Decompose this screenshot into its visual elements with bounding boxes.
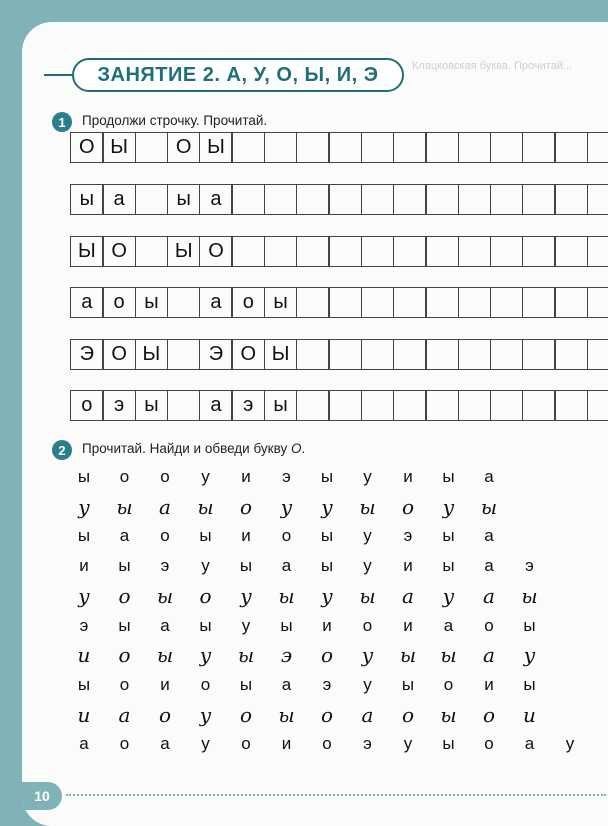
grid-cell[interactable] (393, 184, 427, 215)
grid-cell[interactable] (490, 339, 524, 370)
grid-cell[interactable] (135, 132, 169, 163)
grid-cell[interactable] (167, 339, 201, 370)
letter[interactable]: о (199, 583, 212, 608)
grid-cell[interactable] (587, 184, 608, 215)
letter[interactable]: о (281, 526, 292, 546)
letter[interactable]: у (523, 643, 536, 668)
footer-dotted-line (66, 794, 606, 796)
letter[interactable]: у (565, 734, 575, 754)
letter[interactable]: ы (197, 494, 214, 519)
letter[interactable]: ы (116, 494, 133, 519)
grid-cell[interactable] (458, 236, 492, 267)
letter-row-4 (70, 553, 590, 579)
letter[interactable]: э (79, 615, 89, 635)
grid-cell[interactable] (587, 390, 608, 421)
letter[interactable]: о (119, 467, 130, 486)
letter[interactable]: ы (156, 583, 174, 608)
letter[interactable]: а (160, 615, 170, 635)
grid-cell: э (231, 390, 265, 421)
grid-cell: Ы (102, 132, 136, 163)
grid-cell[interactable] (328, 132, 362, 163)
letter[interactable]: о (322, 734, 332, 754)
grid-cell: ы (167, 184, 201, 215)
letter[interactable]: у (403, 734, 413, 754)
letter[interactable]: ы (278, 702, 295, 727)
letter[interactable]: э (322, 674, 332, 694)
letter[interactable]: у (199, 702, 212, 727)
letter[interactable]: а (361, 702, 374, 727)
grid-cell: Э (70, 339, 104, 370)
letter[interactable]: ы (480, 494, 498, 519)
grid-cell: ы (135, 390, 169, 421)
letter[interactable]: э (525, 556, 534, 576)
letter[interactable]: а (524, 734, 535, 754)
grid-cell: о (70, 390, 104, 421)
grid-cell[interactable] (393, 339, 427, 370)
letter-row-7 (70, 642, 590, 668)
letter[interactable]: ы (77, 526, 91, 546)
grid-cell[interactable] (167, 287, 201, 318)
letter[interactable]: у (201, 467, 210, 486)
grid-cell[interactable] (361, 287, 395, 318)
grid-cell: О (102, 236, 136, 267)
grid-cell[interactable] (554, 184, 588, 215)
letter[interactable]: о (320, 643, 334, 668)
letter[interactable]: ы (521, 583, 538, 608)
grid-cell[interactable] (393, 287, 427, 318)
letter[interactable]: э (363, 734, 372, 754)
grid-cell[interactable] (167, 390, 201, 421)
task-1-badge: 1 (52, 112, 72, 132)
letter[interactable]: а (159, 494, 171, 519)
grid-cell[interactable] (587, 236, 608, 267)
grid-cell[interactable] (490, 390, 524, 421)
letter[interactable]: ы (442, 526, 455, 546)
letter[interactable]: э (160, 556, 170, 576)
grid-cell[interactable] (490, 184, 524, 215)
grid-cell[interactable] (231, 132, 265, 163)
letter[interactable]: ы (359, 494, 376, 519)
grid-cell[interactable] (587, 132, 608, 163)
letter[interactable]: и (403, 467, 413, 486)
grid-cell[interactable] (458, 132, 492, 163)
grid-cell[interactable] (458, 390, 492, 421)
letter[interactable]: у (321, 583, 333, 608)
grid-cell: Ы (199, 132, 233, 163)
grid-cell[interactable] (264, 236, 298, 267)
letter[interactable]: ы (156, 643, 174, 668)
letter[interactable]: э (280, 643, 293, 668)
letter[interactable]: ы (523, 674, 536, 694)
grid-cell[interactable] (490, 236, 524, 267)
grid-row-6 (70, 390, 608, 421)
page-number: 10 (22, 782, 62, 810)
letter[interactable]: а (160, 734, 170, 754)
grid-cell[interactable] (490, 132, 524, 163)
grid-cell[interactable] (296, 339, 330, 370)
task-1-instruction: Продолжи строчку. Прочитай. (82, 113, 268, 128)
letter[interactable]: у (78, 494, 90, 519)
grid-row-3 (70, 236, 608, 267)
grid-cell: а (70, 287, 104, 318)
letter[interactable]: ы (523, 615, 536, 635)
grid-cell[interactable] (361, 390, 395, 421)
letter[interactable]: о (320, 702, 334, 727)
letter[interactable]: у (363, 526, 372, 546)
letter[interactable]: ы (199, 615, 212, 635)
letter[interactable]: ы (280, 615, 293, 635)
letter[interactable]: о (239, 702, 253, 727)
grid-cell: О (199, 236, 233, 267)
grid-cell: о (102, 287, 136, 318)
letter[interactable]: о (239, 494, 253, 519)
letter[interactable]: о (200, 674, 211, 694)
letter[interactable]: ы (320, 467, 334, 486)
letter[interactable]: ы (278, 583, 295, 608)
grid-cell[interactable] (425, 287, 459, 318)
grid-cell: ы (135, 287, 169, 318)
letter[interactable]: у (361, 643, 374, 668)
letter[interactable]: э (403, 526, 413, 546)
letter-row-2 (70, 494, 590, 520)
letter[interactable]: у (199, 643, 212, 668)
letter[interactable]: и (484, 674, 494, 694)
grid-cell[interactable] (554, 236, 588, 267)
letter[interactable]: и (241, 467, 251, 486)
grid-cell: ы (264, 390, 298, 421)
letter[interactable]: у (78, 583, 90, 608)
letter[interactable]: ы (442, 556, 455, 576)
grid-cell[interactable] (264, 184, 298, 215)
grid-row-4 (70, 287, 608, 318)
grid-cell: О (167, 132, 201, 163)
grid-cell[interactable] (135, 236, 169, 267)
grid-row-5 (70, 339, 608, 370)
bleed-through-text: Клацковская буква. Прочитай... (412, 60, 573, 72)
grid-row-1 (70, 132, 608, 163)
letter[interactable]: о (241, 734, 251, 754)
letter[interactable]: ы (239, 674, 253, 694)
grid-cell: Ы (264, 339, 298, 370)
letter[interactable]: о (118, 643, 131, 668)
letter[interactable]: ы (320, 556, 334, 576)
task-2-instruction: Прочитай. Найди и обведи букву О. (82, 441, 306, 456)
grid-cell[interactable] (296, 390, 330, 421)
grid-cell: О (70, 132, 104, 163)
grid-cell[interactable] (296, 236, 330, 267)
letter[interactable]: а (281, 674, 292, 694)
letter[interactable]: ы (401, 674, 415, 694)
letter-row-5 (70, 583, 590, 609)
grid-cell[interactable] (554, 339, 588, 370)
grid-cell[interactable] (587, 339, 608, 370)
task-2-badge: 2 (52, 440, 72, 460)
grid-cell[interactable] (361, 132, 395, 163)
grid-cell[interactable] (425, 132, 459, 163)
letter[interactable]: ы (440, 643, 457, 668)
grid-cell[interactable] (135, 184, 169, 215)
grid-cell[interactable] (587, 287, 608, 318)
grid-cell: О (102, 339, 136, 370)
grid-cell: О (231, 339, 265, 370)
grid-cell[interactable] (393, 390, 427, 421)
grid-cell: э (102, 390, 136, 421)
letter[interactable]: а (483, 643, 495, 668)
grid-row-2 (70, 184, 608, 215)
target-letter: О (290, 441, 302, 456)
grid-cell: а (199, 184, 233, 215)
letter[interactable]: у (442, 494, 455, 519)
letter[interactable]: у (363, 556, 372, 576)
grid-cell: ы (70, 184, 104, 215)
grid-cell[interactable] (264, 132, 298, 163)
letter[interactable]: ы (199, 526, 212, 546)
letter[interactable]: а (402, 583, 414, 608)
grid-cell: а (199, 287, 233, 318)
grid-cell[interactable] (361, 184, 395, 215)
letter[interactable]: о (362, 615, 373, 635)
grid-cell[interactable] (361, 339, 395, 370)
grid-cell[interactable] (522, 184, 556, 215)
letter[interactable]: у (363, 674, 372, 694)
lesson-title: ЗАНЯТИЕ 2. А, У, О, Ы, И, Э (97, 63, 379, 86)
grid-cell[interactable] (490, 287, 524, 318)
grid-cell[interactable] (522, 132, 556, 163)
letter-row-3 (70, 523, 590, 549)
grid-cell[interactable] (328, 390, 362, 421)
grid-cell[interactable] (393, 132, 427, 163)
letter[interactable]: ы (359, 583, 376, 608)
letter[interactable]: и (79, 556, 89, 576)
letter[interactable]: ы (239, 556, 253, 576)
grid-cell[interactable] (425, 184, 459, 215)
workbook-page (22, 22, 608, 826)
letter[interactable]: у (201, 734, 210, 754)
letter-row-6 (70, 613, 590, 639)
letter-row-8 (70, 672, 590, 698)
letter[interactable]: а (443, 615, 454, 635)
grid-cell: Ы (70, 236, 104, 267)
letter[interactable]: а (483, 583, 495, 608)
letter[interactable]: о (443, 674, 454, 694)
grid-cell[interactable] (425, 339, 459, 370)
letter[interactable]: ы (399, 643, 417, 668)
letter[interactable]: у (240, 583, 252, 608)
grid-cell: о (231, 287, 265, 318)
letter[interactable]: у (241, 615, 251, 635)
grid-cell[interactable] (361, 236, 395, 267)
letter[interactable]: о (401, 494, 415, 519)
letter-row-9 (70, 702, 590, 728)
letter[interactable]: у (442, 583, 455, 608)
letter[interactable]: и (403, 556, 413, 576)
letter-row-10 (70, 731, 590, 757)
grid-cell[interactable] (554, 287, 588, 318)
grid-cell[interactable] (328, 339, 362, 370)
lesson-title-pill (72, 58, 404, 92)
letter[interactable]: и (160, 674, 170, 694)
letter[interactable]: у (321, 494, 333, 519)
letter[interactable]: а (484, 556, 494, 576)
grid-cell[interactable] (393, 236, 427, 267)
letter[interactable]: ы (118, 556, 131, 576)
letter[interactable]: о (484, 615, 494, 635)
letter[interactable]: о (401, 702, 415, 727)
letter[interactable]: у (201, 556, 210, 576)
grid-cell: а (102, 184, 136, 215)
grid-cell: Э (199, 339, 233, 370)
grid-cell[interactable] (328, 184, 362, 215)
grid-cell[interactable] (231, 236, 265, 267)
letter[interactable]: о (160, 526, 170, 546)
letter[interactable]: и (523, 702, 536, 727)
letter[interactable]: ы (440, 702, 457, 727)
letter-row-1 (70, 464, 590, 490)
letter[interactable]: а (281, 556, 292, 576)
grid-cell[interactable] (522, 287, 556, 318)
letter[interactable]: о (119, 734, 130, 754)
letter[interactable]: ы (442, 734, 455, 754)
letter[interactable]: а (119, 526, 130, 546)
grid-cell[interactable] (554, 390, 588, 421)
letter[interactable]: и (322, 615, 332, 635)
letter[interactable]: а (79, 734, 89, 754)
letter[interactable]: у (280, 494, 293, 519)
letter[interactable]: а (484, 467, 494, 486)
letter[interactable]: о (119, 674, 130, 694)
letter[interactable]: ы (237, 643, 255, 668)
grid-cell: ы (264, 287, 298, 318)
grid-cell[interactable] (231, 184, 265, 215)
grid-cell[interactable] (458, 184, 492, 215)
grid-cell[interactable] (296, 184, 330, 215)
grid-cell[interactable] (522, 390, 556, 421)
grid-cell[interactable] (522, 339, 556, 370)
letter[interactable]: о (158, 702, 172, 727)
letter[interactable]: ы (77, 467, 91, 486)
grid-cell[interactable] (522, 236, 556, 267)
letter[interactable]: ы (118, 615, 131, 635)
letter[interactable]: и (241, 526, 251, 546)
letter[interactable]: у (363, 467, 372, 486)
letter[interactable]: и (77, 643, 91, 668)
grid-cell[interactable] (425, 236, 459, 267)
letter[interactable]: и (77, 702, 91, 727)
letter[interactable]: о (118, 583, 131, 608)
letter[interactable]: ы (77, 674, 91, 694)
letter[interactable]: э (282, 467, 291, 486)
letter[interactable]: о (484, 734, 494, 754)
grid-cell[interactable] (296, 132, 330, 163)
grid-cell[interactable] (328, 287, 362, 318)
grid-cell[interactable] (554, 132, 588, 163)
letter[interactable]: а (484, 526, 494, 546)
letter[interactable]: и (281, 734, 292, 754)
letter[interactable]: а (118, 702, 131, 727)
grid-cell: а (199, 390, 233, 421)
grid-cell[interactable] (458, 287, 492, 318)
letter[interactable]: ы (320, 526, 334, 546)
grid-cell[interactable] (425, 390, 459, 421)
grid-cell: Ы (167, 236, 201, 267)
grid-cell[interactable] (296, 287, 330, 318)
letter[interactable]: о (160, 467, 170, 486)
grid-cell[interactable] (458, 339, 492, 370)
letter[interactable]: ы (442, 467, 455, 486)
grid-cell[interactable] (328, 236, 362, 267)
letter[interactable]: и (403, 615, 413, 635)
letter[interactable]: о (482, 702, 496, 727)
grid-cell: Ы (135, 339, 169, 370)
title-rule (44, 74, 72, 76)
